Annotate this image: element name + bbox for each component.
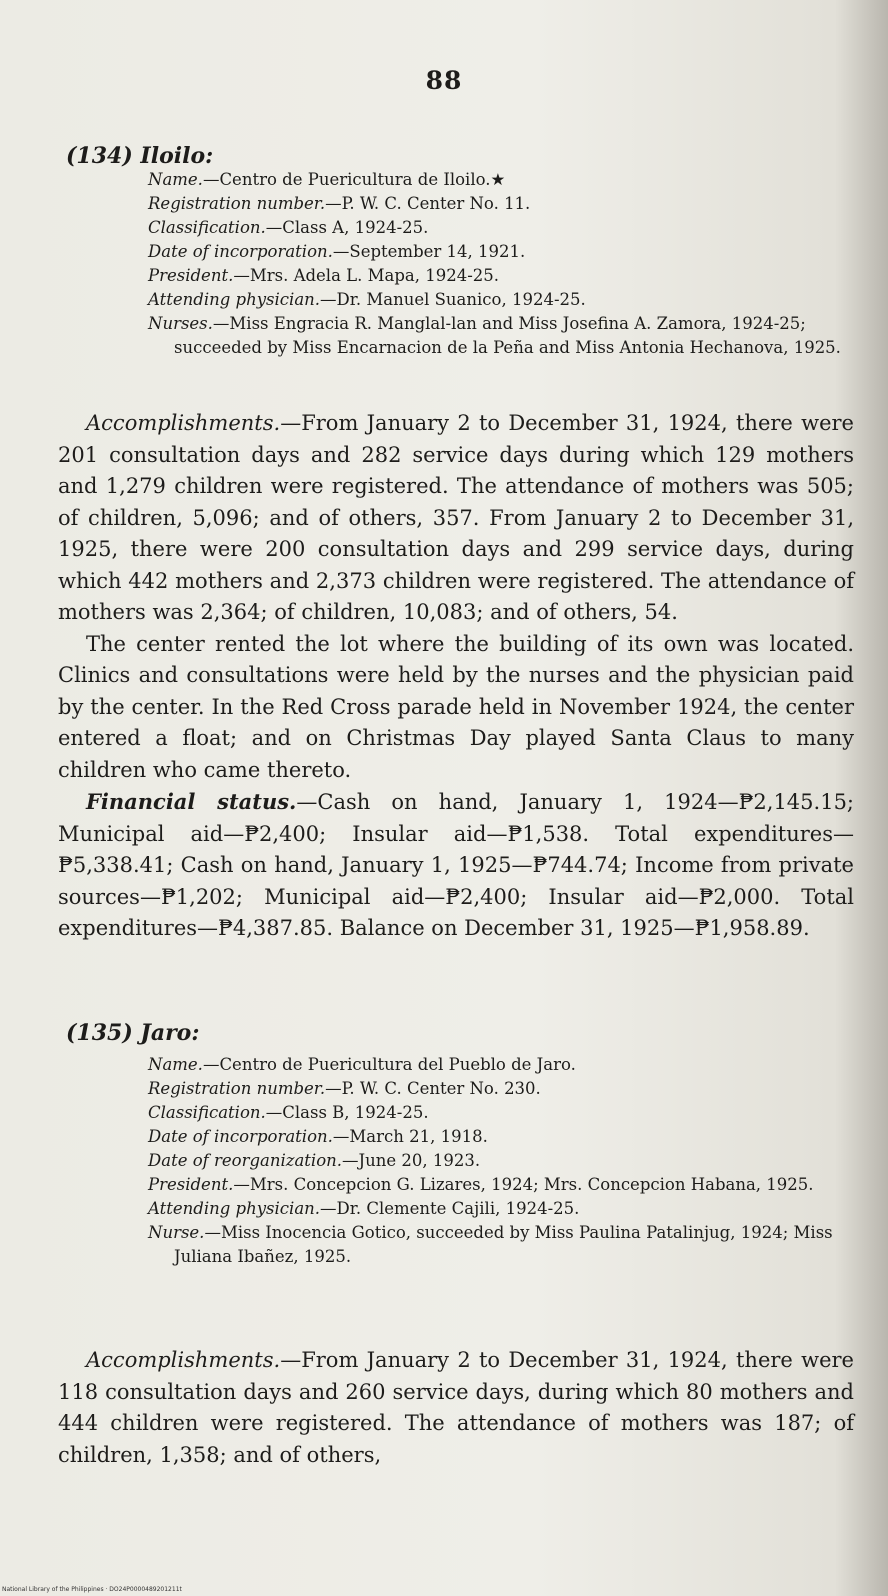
detail-physician: Attending physician.—Dr. Manuel Suanico, 1924-25. xyxy=(148,290,586,309)
entry-134-details xyxy=(148,168,853,360)
detail-president: President.—Mrs. Adela L. Mapa, 1924-25. xyxy=(148,266,500,285)
detail-nurse: Nurse.—Miss Inocencia Gotico, succeeded by Miss Paulina Patalinjug, 1924; Miss Juliana Ibañez, 1925. xyxy=(148,1223,833,1266)
detail-incorporation: Date of incorporation.—September 14, 1921. xyxy=(148,242,526,261)
detail-physician: Attending physician.—Dr. Clemente Cajili, 1924-25. xyxy=(148,1199,580,1218)
entry-134-heading xyxy=(66,143,213,169)
entry-number: (134) xyxy=(66,143,133,169)
detail-registration: Registration number.—P. W. C. Center No. 230. xyxy=(148,1079,541,1098)
accomplishments-paragraph: Accomplishments.—From January 2 to December 31, 1924, there were 118 consultation days and 260 service days, during which 80 mothers and 444 children were registered. The attendance of mothers was 187; of children, 1,358; and of others, xyxy=(58,1348,854,1467)
detail-classification: Classification.—Class A, 1924-25. xyxy=(148,218,429,237)
detail-name: Name.—Centro de Puericultura del Pueblo de Jaro. xyxy=(148,1055,576,1074)
financial-paragraph: Financial status.—Cash on hand, January 1, 1924—₱2,145.15; Municipal aid—₱2,400; Insular aid—₱1,538. Total expenditures—₱5,338.41; Cash on hand, January 1, 1925—₱744.74; Income from private sources—₱1,202; Municipal aid—₱2,400; Insular aid—₱2,000. Total expenditures—₱4,387.85. Balance on December 31, 1925—₱1,958.89. xyxy=(58,789,855,940)
entry-number: (135) xyxy=(66,1020,133,1046)
detail-reorganization: Date of reorganization.—June 20, 1923. xyxy=(148,1151,481,1170)
detail-nurses: Nurses.—Miss Engracia R. Manglal-lan and Miss Josefina A. Zamora, 1924-25; succeeded by Miss Encarnacion de la Peña and Miss Antonia Hechanova, 1925. xyxy=(148,314,841,357)
page-number: 88 xyxy=(425,66,463,95)
entry-135-details xyxy=(148,1053,853,1269)
entry-134-body xyxy=(58,408,854,945)
entry-135-heading xyxy=(66,1020,199,1046)
entry-place: Jaro: xyxy=(140,1020,200,1046)
center-paragraph: The center rented the lot where the building of its own was located. Clinics and consultations were held by the nurses and the physician paid by the center. In the Red Cross parade held in November 1924, the center entered a float; and on Christmas Day played Santa Claus to many children who came thereto. xyxy=(58,631,854,782)
entry-135-body xyxy=(58,1345,854,1471)
detail-incorporation: Date of incorporation.—March 21, 1918. xyxy=(148,1127,488,1146)
detail-name: Name.—Centro de Puericultura de Iloilo.★ xyxy=(148,170,506,189)
scan-footer: National Library of the Philippines · DO24P0000489201211t xyxy=(2,1586,182,1593)
entry-place: Iloilo: xyxy=(140,143,214,169)
detail-classification: Classification.—Class B, 1924-25. xyxy=(148,1103,429,1122)
accomplishments-paragraph: Accomplishments.—From January 2 to December 31, 1924, there were 201 consultation days and 282 service days during which 129 mothers and 1,279 children were registered. The attendance of mothers was 505; of children, 5,096; and of others, 357. From January 2 to December 31, 1925, there were 200 consultation days and 299 service days, during which 442 mothers and 2,373 children were registered. The attendance of mothers was 2,364; of children, 10,083; and of others, 54. xyxy=(58,411,854,624)
detail-registration: Registration number.—P. W. C. Center No. 11. xyxy=(148,194,531,213)
detail-president: President.—Mrs. Concepcion G. Lizares, 1924; Mrs. Concepcion Habana, 1925. xyxy=(148,1175,814,1194)
